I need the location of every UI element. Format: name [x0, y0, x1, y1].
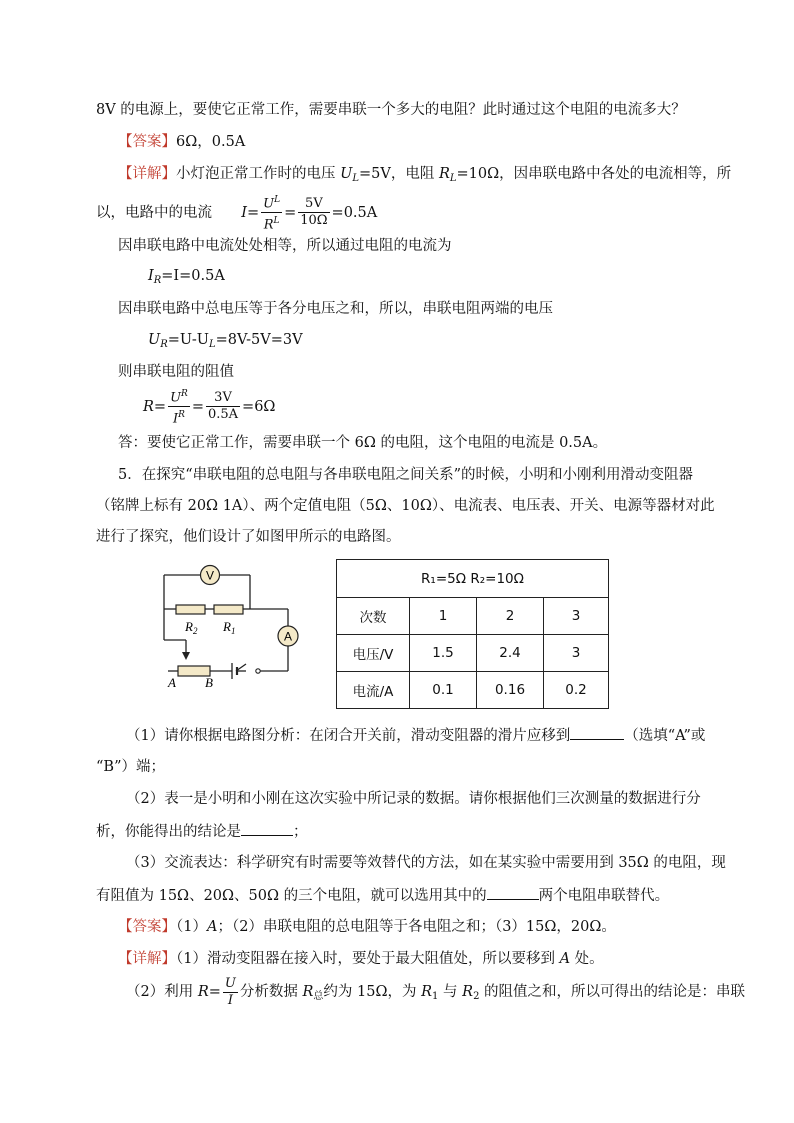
- switch-contact: [256, 669, 260, 673]
- question-text: ；: [293, 824, 308, 840]
- var: U: [170, 390, 182, 406]
- var: I: [241, 204, 247, 221]
- table-header: R₁=5Ω R₂=10Ω: [337, 560, 609, 598]
- table-cell: 3: [544, 598, 609, 635]
- end-a-label: A: [168, 675, 176, 690]
- detail-text: 小灯泡正常工作时的电压: [176, 166, 341, 182]
- answer-blank: [487, 885, 539, 900]
- sub-question-1: [126, 725, 705, 746]
- detail-5-line-1: [118, 949, 604, 969]
- sub-question-3: （3）交流表达：科学研究有时需要等效替代的方法，如在某实验中需要用到 35Ω 的电阻，现: [126, 855, 726, 871]
- slider-arrow: [182, 652, 190, 660]
- equation-text: =8V-5V=3V: [215, 332, 303, 348]
- table-cell: 2.4: [477, 635, 544, 672]
- circuit-diagram: [150, 560, 310, 690]
- sub: R: [160, 339, 168, 350]
- answer-value: 6Ω，0.5A: [176, 134, 246, 150]
- var: R: [197, 984, 209, 1000]
- var: U: [263, 196, 275, 212]
- table-row: [337, 598, 609, 635]
- fraction: [261, 192, 282, 234]
- question-text: 8V 的电源上，要使它正常工作，需要串联一个多大的电阻？此时通过这个电阻的电流多大？: [96, 102, 686, 118]
- table-row: [337, 635, 609, 672]
- fraction: [298, 196, 329, 229]
- detail-text: =5V，电阻: [358, 166, 439, 182]
- sub: 2: [473, 991, 480, 1002]
- r1-sub: 1: [230, 626, 236, 636]
- detail-text: 与: [438, 984, 463, 1000]
- detail-text: 的阻值之和，所以可得出的结论是：串联: [479, 984, 746, 1000]
- answer-text: A: [206, 919, 218, 935]
- sub-question-1-line-2: “B”）端；: [96, 759, 165, 775]
- result: =0.5A: [331, 204, 378, 221]
- result: =6Ω: [242, 398, 276, 415]
- sub: L: [449, 173, 457, 184]
- answer-tag: 【答案】: [118, 919, 176, 935]
- question-5-line-2: （铭牌上标有 20Ω 1A）、两个定值电阻（5Ω、10Ω）、电流表、电压表、开关、电源等器材对此: [96, 498, 715, 514]
- var: I: [172, 411, 179, 427]
- sub: L: [352, 173, 359, 184]
- question-text: 析，你能得出的结论是: [96, 824, 241, 840]
- table-cell: 0.16: [477, 672, 544, 709]
- r2-letter: R: [185, 619, 193, 634]
- answer-blank: [570, 725, 624, 740]
- numerator: U: [224, 975, 236, 991]
- sup: L: [274, 195, 281, 205]
- answer-blank: [241, 821, 293, 836]
- table-cell: 1: [410, 598, 477, 635]
- sup: L: [273, 216, 280, 227]
- numerator: 5V: [298, 196, 329, 213]
- sup: R: [178, 410, 185, 421]
- question-text: （选填“A”或: [624, 728, 706, 744]
- detail-text: 约为 15Ω，为: [323, 984, 422, 1000]
- sub-question-2: （2）表一是小明和小刚在这次实验中所记录的数据。请你根据他们三次测量的数据进行分: [126, 791, 701, 807]
- equation-4: R= $\frac{U^R}{I^R}$ = $\frac{3V}{0.5A}$ =6Ω: [143, 386, 275, 428]
- fraction: [223, 976, 238, 1009]
- table-cell: 次数: [337, 598, 410, 635]
- detail-line-4: 因串联电路中总电压等于各分电压之和，所以，串联电阻两端的电压: [118, 301, 553, 317]
- voltmeter-label: V: [205, 568, 215, 583]
- sub: 总: [313, 991, 324, 1002]
- detail-tag: 【详解】: [118, 166, 176, 182]
- r1-label: [222, 619, 235, 636]
- table-cell: 1.5: [410, 635, 477, 672]
- question-text: 有阻值为 15Ω、20Ω、50Ω 的三个电阻，就可以选用其中的: [96, 888, 487, 904]
- sub: R: [153, 275, 162, 286]
- equation-text: =U-U: [167, 332, 209, 348]
- detail-text: 以，电路中的电流: [96, 204, 212, 221]
- answer-5-line: [118, 917, 616, 937]
- detail-line-5: 则串联电阻的阻值: [118, 364, 234, 380]
- resistor-r1: [214, 605, 243, 614]
- fraction: [206, 390, 240, 423]
- fraction: [168, 386, 190, 428]
- var: U: [340, 166, 353, 182]
- equation-text: =I=0.5A: [161, 268, 225, 284]
- table-cell: 电流/A: [337, 672, 410, 709]
- detail-tag: 【详解】: [118, 951, 176, 967]
- sub-question-2-line-2: [96, 821, 308, 842]
- end-b-label: B: [205, 675, 213, 690]
- detail-text: 分析数据: [239, 984, 303, 1000]
- ammeter-label: A: [283, 629, 293, 644]
- var: R: [143, 398, 154, 415]
- detail-line-2: 以，电路中的电流 I= $\frac{U^L}{R^L}$ = $\frac{5V}{10\Omega}$ =0.5A: [96, 192, 377, 234]
- answer-text: ；（2）串联电阻的总电阻等于各电阻之和；（3）15Ω，20Ω。: [217, 919, 616, 935]
- sub-question-3-line-2: [96, 885, 669, 906]
- detail-text: 处。: [570, 951, 604, 967]
- var: R: [462, 984, 474, 1000]
- var: R: [263, 217, 274, 233]
- var: R: [302, 984, 314, 1000]
- table-cell: 0.1: [410, 672, 477, 709]
- data-table: [336, 559, 609, 709]
- table-cell: 2: [477, 598, 544, 635]
- detail-5-line-2: （2）利用 R= $\frac{U}{I}$ 分析数据 $R_总$约为 15Ω，为 $R_1$ 与 $R_2$ 的阻值之和，所以可得出的结论是：串联: [126, 975, 746, 1008]
- r1-letter: R: [223, 619, 231, 634]
- conclusion-4: 答：要使它正常工作，需要串联一个 6Ω 的电阻，这个电阻的电流是 0.5A。: [118, 435, 608, 451]
- equation-3: [148, 330, 303, 355]
- var: A: [559, 951, 571, 967]
- question-text: （1）请你根据电路图分析：在闭合开关前，滑动变阻器的滑片应移到: [126, 728, 571, 744]
- table-cell: 0.2: [544, 672, 609, 709]
- resistor-r2: [176, 605, 205, 614]
- var: U: [148, 332, 161, 348]
- answer-tag: 【答案】: [118, 134, 176, 150]
- question-text: 两个电阻串联替代。: [538, 888, 670, 904]
- denominator: 0.5A: [207, 407, 239, 423]
- detail-line-1: [118, 164, 731, 189]
- sub: 1: [432, 991, 439, 1002]
- numerator: 3V: [206, 390, 240, 407]
- table-cell: 3: [544, 635, 609, 672]
- equation-2: [148, 266, 225, 291]
- denominator: I: [227, 992, 233, 1008]
- var: I: [148, 268, 154, 284]
- sub: L: [209, 339, 216, 350]
- var: R: [438, 166, 450, 182]
- r2-sub: 2: [192, 626, 198, 636]
- answer-text: （1）: [176, 919, 207, 935]
- detail-text: （2）利用: [126, 984, 198, 1000]
- var: R: [421, 984, 433, 1000]
- r2-label: [184, 619, 198, 636]
- sup: R: [181, 389, 188, 399]
- answer-line: [118, 132, 245, 152]
- question-5-line-3: 进行了探究，他们设计了如图甲所示的电路图。: [96, 529, 401, 545]
- table-cell: 电压/V: [337, 635, 410, 672]
- detail-line-3: 因串联电路中电流处处相等，所以通过电阻的电流为: [118, 238, 452, 254]
- detail-text: （1）滑动变阻器在接入时，要处于最大阻值处，所以要移到: [176, 951, 560, 967]
- denominator: 10Ω: [300, 213, 328, 229]
- question-5-line-1: 5．在探究“串联电阻的总电阻与各串联电阻之间关系”的时候，小明和小刚利用滑动变阻器: [118, 467, 694, 483]
- detail-text: =10Ω，因串联电路中各处的电流相等，所: [456, 166, 732, 182]
- table-row: [337, 672, 609, 709]
